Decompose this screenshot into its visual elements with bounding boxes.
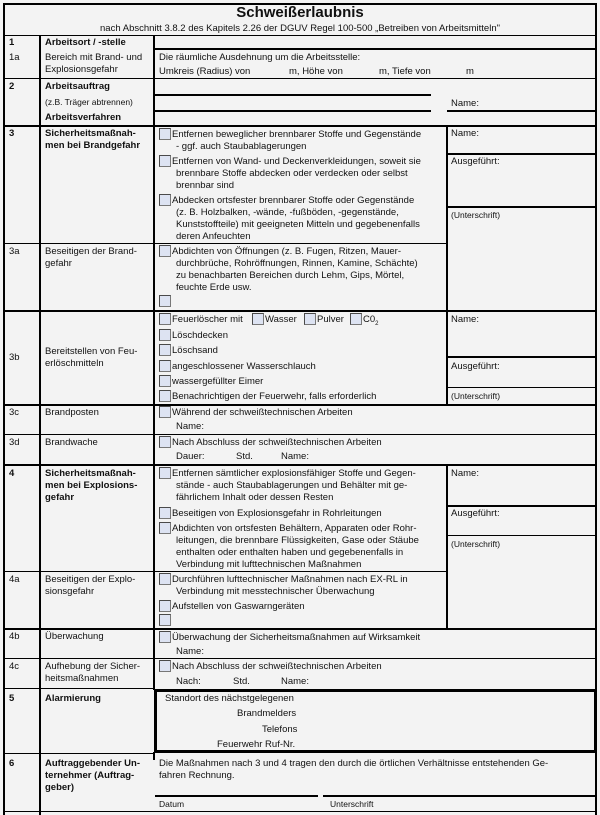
- item-text: (z. B. Holzbalken, -wände, -fußböden, -gegenstände,: [176, 207, 399, 218]
- height-label: m, Höhe von: [289, 66, 343, 77]
- client-statement-1: Die Maßnahmen nach 3 und 4 tragen den durch die örtlichen Verhältnisse entstehenden Ge-: [159, 758, 549, 769]
- item-text: Abdichten von Öffnungen (z. B. Fugen, Ritzen, Mauer-: [172, 246, 402, 257]
- powder-label: Pulver: [317, 314, 344, 325]
- work-location-input[interactable]: [157, 37, 595, 48]
- row-5-number: 5: [9, 693, 15, 704]
- row-3b-label-2: erlöschmitteln: [45, 358, 104, 369]
- checkbox-bucket[interactable]: [159, 375, 171, 387]
- item-text: Benachrichtigen der Feuerwehr, falls erforderlich: [172, 391, 377, 402]
- row-4-label-3: gefahr: [45, 492, 75, 503]
- item-text: brennbar sind: [176, 180, 235, 191]
- form-title: Schweißerlaubnis: [236, 4, 364, 21]
- date-label: Datum: [159, 799, 185, 809]
- row-3d-number: 3d: [9, 437, 20, 448]
- row-1a-number: 1a: [9, 52, 20, 63]
- row-3d-label: Brandwache: [45, 437, 98, 448]
- item-text: Entfernen sämtlicher explosionsfähiger Stoffe und Gegen-: [172, 468, 416, 479]
- item-text: deren Anfeuchten: [176, 231, 251, 242]
- checkbox-pipelines[interactable]: [159, 507, 171, 519]
- after-label: Nach:: [176, 676, 201, 687]
- item-text: Nach Abschluss der schweißtechnischen Arbeiten: [172, 661, 382, 672]
- item-text: angeschlossener Wasserschlauch: [172, 361, 316, 372]
- row-3-number: 3: [9, 128, 15, 139]
- checkbox-remove-cladding[interactable]: [159, 155, 171, 167]
- co2-label: $C0_2$: [363, 314, 379, 327]
- signature-label: Unterschrift: [330, 799, 374, 809]
- row-1-number: 1: [9, 37, 15, 48]
- item-text: wassergefüllter Eimer: [172, 376, 264, 387]
- row-4-done-label: Ausgeführt:: [451, 508, 500, 519]
- item-text: enthalten oder enthalten haben und gegebenenfalls in: [176, 547, 404, 558]
- item-text: Durchführen lufttechnischer Maßnahmen nach EX-RL in: [172, 574, 408, 585]
- meter-unit: m: [466, 66, 474, 77]
- extent-label: Die räumliche Ausdehnung um die Arbeitsstelle:: [159, 52, 361, 63]
- fire-alarm-label: Brandmelders: [237, 708, 297, 719]
- item-text: feuchte Erde usw.: [176, 282, 252, 293]
- checkbox-co2[interactable]: [350, 313, 362, 325]
- checkbox-cover-fixed[interactable]: [159, 194, 171, 206]
- row-2-name-label: Name:: [451, 98, 479, 109]
- row-4-label-2: men bei Explosions-: [45, 480, 138, 491]
- checkbox-seal-containers[interactable]: [159, 522, 171, 534]
- row-4a-number: 4a: [9, 574, 20, 585]
- item-text: Kunststoffteile) mit geeigneten Mitteln und gegebenenfalls: [176, 219, 420, 230]
- row-3-name-label: Name:: [451, 128, 479, 139]
- item-text: Löschsand: [172, 345, 218, 356]
- item-text: Überwachung der Sicherheitsmaßnahmen auf Wirksamkeit: [172, 632, 421, 643]
- checkbox-notify-fire-dept[interactable]: [159, 390, 171, 402]
- item-text: Entfernen von Wand- und Deckenverkleidungen, soweit sie: [172, 156, 421, 167]
- row-1a-label-1: Bereich mit Brand- und: [45, 52, 143, 63]
- work-method-input[interactable]: [157, 113, 595, 124]
- row-4c-label-2: heitsmaßnahmen: [45, 673, 119, 684]
- checkbox-3a-other[interactable]: [159, 295, 171, 307]
- item-text: Entfernen beweglicher brennbarer Stoffe und Gegenstände: [172, 129, 422, 140]
- row-4c-name-label: Name:: [281, 676, 309, 687]
- row-3-label-1: Sicherheitsmaßnah-: [45, 128, 136, 139]
- checkbox-fire-watch[interactable]: [159, 436, 171, 448]
- work-order-input[interactable]: [157, 80, 429, 93]
- fire-dept-number-label: Feuerwehr Ruf-Nr.: [217, 739, 296, 750]
- item-text: Löschdecken: [172, 330, 228, 341]
- row-1a-label-2: Explosionsgefahr: [45, 64, 118, 75]
- row-4b-name-label: Name:: [176, 646, 204, 657]
- item-text: Abdecken ortsfester brennbarer Stoffe oder Gegenstände: [172, 195, 415, 206]
- alarm-location-label: Standort des nächstgelegenen: [165, 693, 294, 704]
- checkbox-fire-post[interactable]: [159, 406, 171, 418]
- row-4b-label: Überwachung: [45, 631, 104, 642]
- row-4a-label-2: sionsgefahr: [45, 586, 95, 597]
- radius-label: Umkreis (Radius) von: [159, 66, 251, 77]
- checkbox-monitoring[interactable]: [159, 631, 171, 643]
- row-4-number: 4: [9, 468, 15, 479]
- item-text: durchbrüche, Rohröffnungen, Rinnen, Kamine, Schächte): [176, 258, 418, 269]
- checkbox-4a-other[interactable]: [159, 614, 171, 626]
- item-text: Beseitigen von Explosionsgefahr in Rohrleitungen: [172, 508, 382, 519]
- checkbox-lift-measures[interactable]: [159, 660, 171, 672]
- row-3-sign-label: (Unterschrift): [451, 210, 501, 220]
- checkbox-water[interactable]: [252, 313, 264, 325]
- row-3b-sign-label: (Unterschrift): [451, 391, 501, 401]
- row-3c-name-label: Name:: [176, 421, 204, 432]
- row-3b-done-label: Ausgeführt:: [451, 361, 500, 372]
- row-3a-number: 3a: [9, 246, 20, 257]
- row-3a-label-1: Beseitigen der Brand-: [45, 246, 137, 257]
- checkbox-sand[interactable]: [159, 344, 171, 356]
- col-divider-1: [39, 35, 41, 815]
- row-3a-label-2: gefahr: [45, 258, 72, 269]
- row-4b-number: 4b: [9, 631, 20, 642]
- item-text: fährlichem Inhalt oder dessen Resten: [176, 492, 334, 503]
- item-text: Verbindung mit messtechnischer Überwachung: [176, 586, 375, 597]
- row-6-label-3: geber): [45, 782, 75, 793]
- row-3b-name-label: Name:: [451, 314, 479, 325]
- row-6-number: 6: [9, 758, 15, 769]
- checkbox-seal-openings[interactable]: [159, 245, 171, 257]
- row-2-label: Arbeitsauftrag: [45, 81, 110, 92]
- row-4-label-1: Sicherheitsmaßnah-: [45, 468, 136, 479]
- checkbox-ventilation[interactable]: [159, 573, 171, 585]
- client-statement-2: fahren Rechnung.: [159, 770, 235, 781]
- row-3b-label-1: Bereitstellen von Feu-: [45, 346, 138, 357]
- row-6-label-1: Auftraggebender Un-: [45, 758, 140, 769]
- item-text: Abdichten von ortsfesten Behältern, Apparaten oder Rohr-: [172, 523, 417, 534]
- col-divider-3b: [446, 464, 448, 630]
- row-3-done-label: Ausgeführt:: [451, 156, 500, 167]
- duration-label: Dauer:: [176, 451, 205, 462]
- checkbox-extinguisher[interactable]: [159, 313, 171, 325]
- col-divider-2: [153, 35, 155, 690]
- item-text: leitungen, die brennbare Flüssigkeiten, Gase oder Stäube: [176, 535, 419, 546]
- depth-label: m, Tiefe von: [379, 66, 431, 77]
- form-subtitle: nach Abschnitt 3.8.2 des Kapitels 2.26 der DGUV Regel 100-500 „Betreiben von Arbeitsmitteln": [100, 23, 500, 34]
- row-6-label-2: ternehmer (Auftrag-: [45, 770, 135, 781]
- work-method-label: Arbeitsverfahren: [45, 112, 122, 123]
- row-4c-label-1: Aufhebung der Sicher-: [45, 661, 141, 672]
- item-text: Während der schweißtechnischen Arbeiten: [172, 407, 353, 418]
- item-text: Verbindung mit lufttechnischen Maßnahmen: [176, 559, 362, 570]
- item-text: - ggf. auch Staubablagerungen: [176, 141, 307, 152]
- row-4-sign-label: (Unterschrift): [451, 539, 501, 549]
- item-text: Nach Abschluss der schweißtechnischen Arbeiten: [172, 437, 382, 448]
- row-2-number: 2: [9, 81, 15, 92]
- extinguisher-label: Feuerlöscher mit: [172, 314, 243, 325]
- item-text: zu benachbarten Bereichen durch Lehm, Gips, Mörtel,: [176, 270, 405, 281]
- item-text: stände - auch Staubablagerungen und Behälter mit ge-: [176, 480, 408, 491]
- signature-input[interactable]: [325, 782, 595, 794]
- telephone-label: Telefons: [262, 724, 298, 735]
- item-text: Aufstellen von Gaswarngeräten: [172, 601, 305, 612]
- row-5-label: Alarmierung: [45, 693, 101, 704]
- checkbox-fire-blanket[interactable]: [159, 329, 171, 341]
- row-3c-label: Brandposten: [45, 407, 99, 418]
- checkbox-gas-detectors[interactable]: [159, 600, 171, 612]
- col-divider-3a: [446, 125, 448, 405]
- item-text: brennbare Stoffe abdecken oder verdecken oder selbst: [176, 168, 408, 179]
- checkbox-powder[interactable]: [304, 313, 316, 325]
- row-4-name-label: Name:: [451, 468, 479, 479]
- hours-label: Std.: [236, 451, 253, 462]
- row-3d-name-label: Name:: [281, 451, 309, 462]
- row-4a-label-1: Beseitigen der Explo-: [45, 574, 136, 585]
- water-label: Wasser: [265, 314, 297, 325]
- checkbox-hose[interactable]: [159, 360, 171, 372]
- row-2-hint: (z.B. Träger abtrennen): [45, 97, 133, 107]
- row-4c-number: 4c: [9, 661, 20, 672]
- hours-label: Std.: [233, 676, 250, 687]
- checkbox-remove-explosives[interactable]: [159, 467, 171, 479]
- checkbox-remove-flammables[interactable]: [159, 128, 171, 140]
- row-1-label: Arbeitsort / -stelle: [45, 37, 126, 48]
- row-3b-number: 3b: [9, 352, 20, 363]
- row-3c-number: 3c: [9, 407, 20, 418]
- row-3-label-2: men bei Brandgefahr: [45, 140, 141, 151]
- date-input[interactable]: [157, 782, 317, 794]
